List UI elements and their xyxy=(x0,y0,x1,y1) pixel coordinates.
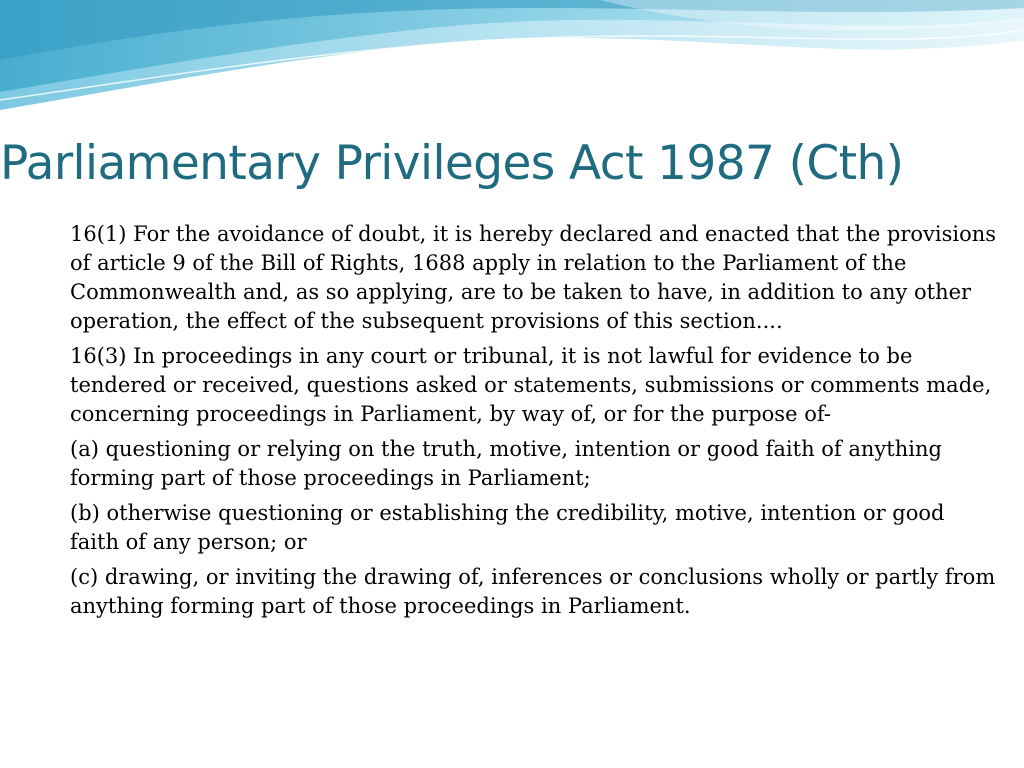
paragraph-c: (c) drawing, or inviting the drawing of, inferences or conclusions wholly or partly from anything forming part of those proceedings in Parliament. xyxy=(70,565,996,618)
paragraph-a: (a) questioning or relying on the truth, motive, intention or good faith of anything forming part of those proceedings in Parliament; xyxy=(70,437,942,490)
decorative-wave-header xyxy=(0,0,1024,130)
paragraph-16-3: 16(3) In proceedings in any court or tribunal, it is not lawful for evidence to be tendered or received, questions asked or statements, submissions or comments made, concerning proceedings in Parliament, by way of, or for the purpose of- xyxy=(70,344,992,426)
paragraph-16-1: 16(1) For the avoidance of doubt, it is hereby declared and enacted that the provisions of article 9 of the Bill of Rights, 1688 apply in relation to the Parliament of the Commonwealth and, as so applying, are to be taken to have, in addition to any other operation, the effect of the subsequent provisions of this section.... xyxy=(70,222,997,333)
paragraph-b: (b) otherwise questioning or establishing the credibility, motive, intention or good faith of any person; or xyxy=(70,501,945,554)
slide-title: Parliamentary Privileges Act 1987 (Cth) xyxy=(0,136,904,191)
slide-body xyxy=(70,220,998,627)
